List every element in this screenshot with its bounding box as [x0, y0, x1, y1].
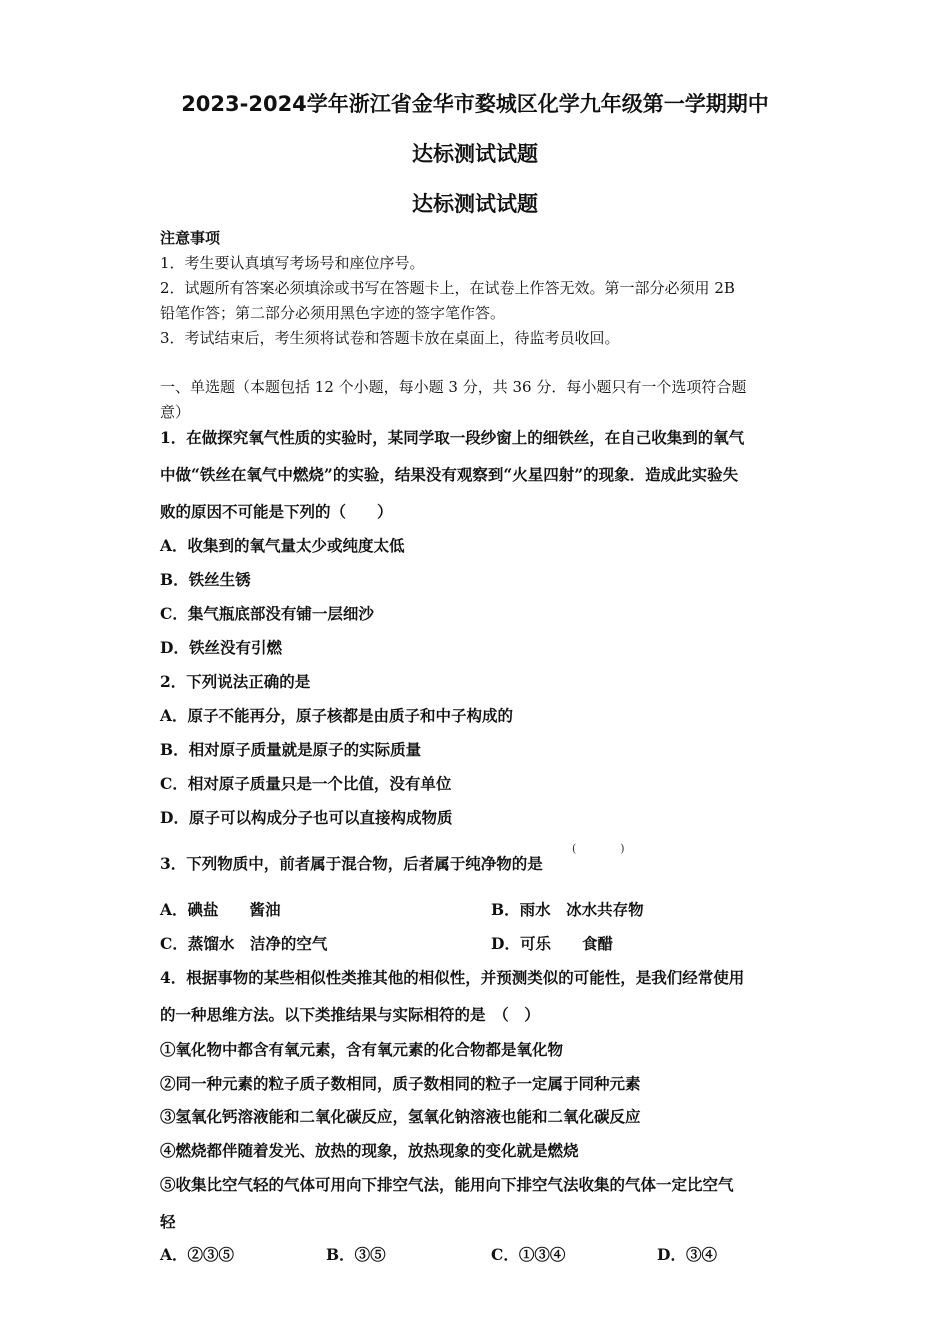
q1-stem-line-3: 败的原因不可能是下列的（ ）	[160, 502, 393, 521]
page-title: 2023-2024学年浙江省金华市婺城区化学九年级第一学期期中	[181, 92, 769, 116]
q4-option-d: D．③④	[657, 1245, 717, 1264]
notes-item-3: 3．考试结束后，考生须将试卷和答题卡放在桌面上，待监考员收回。	[160, 329, 620, 347]
q2-stem: 2．下列说法正确的是	[160, 672, 311, 691]
q4-option-b: B．③⑤	[326, 1245, 386, 1264]
notes-item-2-line-1: 2．试题所有答案必须填涂或书写在答题卡上，在试卷上作答无效。第一部分必须用 2B	[160, 279, 735, 297]
q2-option-d: D．原子可以构成分子也可以直接构成物质	[160, 808, 453, 827]
q4-statement-1: ①氧化物中都含有氧元素，含有氧元素的化合物都是氧化物	[160, 1040, 564, 1059]
q1-option-a: A．收集到的氧气量太少或纯度太低	[160, 536, 405, 555]
q3-option-a: A．碘盐 酱油	[160, 900, 281, 919]
page-subtitle: 达标测试试题	[412, 142, 538, 166]
notes-heading: 注意事项	[160, 229, 221, 247]
q4-statement-4: ④燃烧都伴随着发光、放热的现象，放热现象的变化就是燃烧	[160, 1141, 579, 1160]
q1-option-c: C．集气瓶底部没有铺一层细沙	[160, 604, 374, 623]
q4-statement-5-line-2: 轻	[160, 1212, 176, 1231]
q1-option-d: D．铁丝没有引燃	[160, 638, 282, 657]
q4-option-a: A．②③⑤	[160, 1245, 235, 1264]
q3-option-c: C．蒸馏水 洁净的空气	[160, 934, 328, 953]
q3-option-d: D．可乐 食醋	[491, 934, 613, 953]
q3-answer-paren: ( )	[572, 842, 625, 855]
q1-option-b: B．铁丝生锈	[160, 570, 251, 589]
q4-stem-line-1: 4．根据事物的某些相似性类推其他的相似性，并预测类似的可能性，是我们经常使用	[160, 968, 745, 987]
q4-statement-5-line-1: ⑤收集比空气轻的气体可用向下排空气法，能用向下排空气法收集的气体一定比空气	[160, 1175, 734, 1194]
q2-option-a: A．原子不能再分，原子核都是由质子和中子构成的	[160, 706, 514, 725]
q4-statement-2: ②同一种元素的粒子质子数相同，质子数相同的粒子一定属于同种元素	[160, 1074, 641, 1093]
q3-option-b: B．雨水 冰水共存物	[491, 900, 644, 919]
section-heading-line-1: 一、单选题（本题包括 12 个小题，每小题 3 分，共 36 分．每小题只有一个选项符合题	[160, 378, 747, 396]
q4-statement-3: ③氢氧化钙溶液能和二氧化碳反应，氢氧化钠溶液也能和二氧化碳反应	[160, 1107, 641, 1126]
q2-option-c: C．相对原子质量只是一个比值，没有单位	[160, 774, 452, 793]
q4-stem-line-2: 的一种思维方法。以下类推结果与实际相符的是 （ ）	[160, 1005, 540, 1024]
notes-item-2-line-2: 铅笔作答；第二部分必须用黑色字迹的签字笔作答。	[160, 304, 506, 322]
q1-stem-line-2: 中做“铁丝在氧气中燃烧”的实验，结果没有观察到“火星四射”的现象．造成此实验失	[160, 465, 739, 484]
q3-stem: 3．下列物质中，前者属于混合物，后者属于纯净物的是	[160, 854, 543, 873]
page-subtitle-repeat: 达标测试试题	[412, 192, 538, 216]
section-heading-line-2: 意）	[160, 403, 191, 421]
notes-item-1: 1．考生要认真填写考场号和座位序号。	[160, 254, 425, 272]
q4-option-c: C．①③④	[491, 1245, 566, 1264]
q2-option-b: B．相对原子质量就是原子的实际质量	[160, 740, 422, 759]
q1-stem-line-1: 1．在做探究氧气性质的实验时，某同学取一段纱窗上的细铁丝，在自己收集到的氧气	[160, 428, 745, 447]
